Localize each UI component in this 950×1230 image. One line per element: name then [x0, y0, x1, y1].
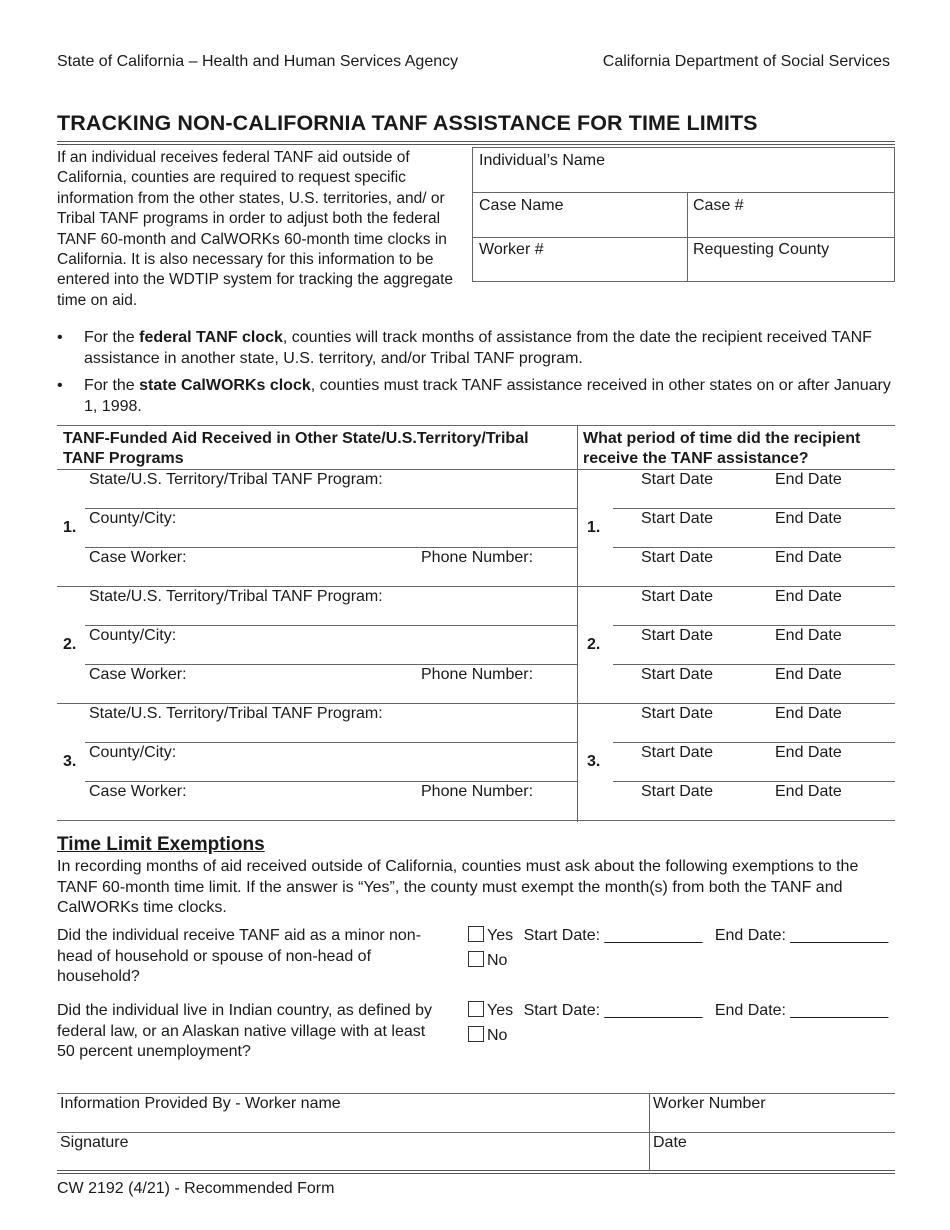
bullet-prefix: For the — [84, 377, 140, 394]
worker-number-field[interactable]: Worker # — [479, 241, 544, 258]
sig-bottom-double-line — [57, 1170, 895, 1174]
row-line — [613, 547, 895, 548]
exemption-answer-minor-yes — [468, 926, 888, 945]
end-date-field[interactable]: End Date — [775, 744, 842, 761]
id-column-divider — [687, 192, 688, 282]
title-rule-top — [57, 141, 895, 142]
form-footer: CW 2192 (4/21) - Recommended Form — [57, 1180, 335, 1197]
row-line — [85, 742, 577, 743]
start-date-field[interactable]: Start Date — [641, 627, 714, 644]
sig-top-line — [57, 1093, 895, 1094]
end-date-field[interactable]: End Date — [775, 588, 842, 605]
start-date-field[interactable]: Start Date: ___________ — [523, 927, 703, 944]
start-date-field[interactable]: Start Date — [641, 666, 714, 683]
end-date-field[interactable]: End Date — [775, 783, 842, 800]
row-line — [85, 664, 577, 665]
signature-field[interactable]: Signature — [60, 1134, 129, 1151]
id-row-line — [473, 147, 894, 148]
program-field[interactable]: State/U.S. Territory/Tribal TANF Program: — [89, 471, 383, 488]
phone-number-field[interactable]: Phone Number: — [421, 549, 534, 566]
case-worker-field[interactable]: Case Worker: — [89, 666, 187, 683]
program-field[interactable]: State/U.S. Territory/Tribal TANF Program: — [89, 705, 383, 722]
start-date-field[interactable]: Start Date — [641, 705, 714, 722]
group-number-right: 2. — [587, 636, 601, 653]
case-worker-field[interactable]: Case Worker: — [89, 549, 187, 566]
id-row-line — [473, 192, 894, 193]
bullet-suffix: , counties will track months of assistance from the date the recipient received TANF assistance in another state, U.S. territory, and/or Tribal TANF program. — [84, 329, 872, 367]
row-line — [85, 547, 577, 548]
county-city-field[interactable]: County/City: — [89, 627, 177, 644]
yes-checkbox[interactable] — [468, 926, 484, 942]
sig-worker-number-field[interactable]: Worker Number — [653, 1095, 766, 1112]
start-date-field[interactable]: Start Date — [641, 588, 714, 605]
end-date-field[interactable]: End Date — [775, 549, 842, 566]
program-field[interactable]: State/U.S. Territory/Tribal TANF Program: — [89, 588, 383, 605]
end-date-field[interactable]: End Date — [775, 471, 842, 488]
bullet-dot: • — [57, 377, 63, 394]
row-line — [85, 508, 577, 509]
case-worker-field[interactable]: Case Worker: — [89, 783, 187, 800]
form-title: TRACKING NON-CALIFORNIA TANF ASSISTANCE FOR TIME LIMITS — [57, 111, 758, 135]
group-number-right: 3. — [587, 753, 601, 770]
exemption-question-indian-country: Did the individual live in Indian country, as defined by federal law, or an Alaskan native village with at least 50 percent unemployment? — [57, 1002, 433, 1060]
identification-box — [472, 147, 895, 282]
end-date-field[interactable]: End Date: ___________ — [714, 927, 889, 944]
yes-label: Yes — [487, 1002, 514, 1019]
exemptions-title: Time Limit Exemptions — [57, 834, 265, 855]
worker-name-field[interactable]: Information Provided By - Worker name — [60, 1095, 341, 1112]
group-line — [57, 586, 895, 587]
other-state-aid-table — [57, 425, 895, 822]
no-label: No — [487, 1027, 508, 1044]
exemption-question-minor: Did the individual receive TANF aid as a minor non-head of household or spouse of non-head of household? — [57, 927, 422, 985]
start-date-field[interactable]: Start Date — [641, 549, 714, 566]
row-line — [613, 742, 895, 743]
table-top-line — [57, 425, 895, 426]
sig-column-divider — [649, 1093, 650, 1171]
case-name-field[interactable]: Case Name — [479, 197, 564, 214]
table-column-divider — [577, 425, 578, 822]
group-number-right: 1. — [587, 519, 601, 536]
end-date-field[interactable]: End Date: ___________ — [714, 1002, 889, 1019]
table-header-line — [57, 469, 895, 470]
intro-paragraph: If an individual receives federal TANF aid outside of California, counties are required to request specific information from the other states, U.S. territories, and/ or Tribal TANF programs in order to adjust both the federal TANF 60-month and CalWORKs 60-month time clocks in California. It is also necessary for this information to be entered into the WDTIP system for tracking the aggregate time on aid. — [57, 149, 454, 309]
date-field[interactable]: Date — [653, 1134, 687, 1151]
exemption-answer-indian-yes — [468, 1001, 888, 1020]
row-line — [613, 664, 895, 665]
bullet-suffix: , counties must track TANF assistance received in other states on or after January 1, 1998. — [84, 377, 891, 415]
county-city-field[interactable]: County/City: — [89, 510, 177, 527]
bullet-bold: state CalWORKs clock — [139, 377, 311, 394]
phone-number-field[interactable]: Phone Number: — [421, 666, 534, 683]
end-date-field[interactable]: End Date — [775, 705, 842, 722]
exemption-answer-indian-no — [468, 1026, 507, 1045]
no-checkbox[interactable] — [468, 951, 484, 967]
row-line — [85, 625, 577, 626]
start-date-field[interactable]: Start Date — [641, 783, 714, 800]
bullet-dot: • — [57, 329, 63, 346]
bullet-bold: federal TANF clock — [139, 329, 283, 346]
start-date-field[interactable]: Start Date — [641, 510, 714, 527]
group-line — [57, 703, 895, 704]
yes-label: Yes — [487, 927, 514, 944]
individual-name-field[interactable]: Individual’s Name — [479, 152, 605, 169]
id-row-line — [473, 237, 894, 238]
sig-middle-line — [57, 1132, 895, 1133]
requesting-county-field[interactable]: Requesting County — [693, 241, 830, 258]
exemption-answer-minor-no — [468, 951, 507, 970]
start-date-field[interactable]: Start Date — [641, 471, 714, 488]
agency-header: State of California – Health and Human Services Agency — [57, 53, 459, 70]
end-date-field[interactable]: End Date — [775, 510, 842, 527]
yes-checkbox[interactable] — [468, 1001, 484, 1017]
county-city-field[interactable]: County/City: — [89, 744, 177, 761]
end-date-field[interactable]: End Date — [775, 627, 842, 644]
group-number-left: 3. — [63, 753, 77, 770]
group-number-left: 1. — [63, 519, 77, 536]
right-column-header: What period of time did the recipient receive the TANF assistance? — [583, 430, 861, 467]
title-rule-bottom — [57, 144, 895, 145]
department-header: California Department of Social Services — [602, 53, 890, 70]
row-line — [85, 781, 577, 782]
end-date-field[interactable]: End Date — [775, 666, 842, 683]
row-line — [613, 508, 895, 509]
group-line — [57, 820, 895, 821]
row-line — [613, 625, 895, 626]
no-label: No — [487, 952, 508, 969]
exemptions-intro: In recording months of aid received outside of California, counties must ask about the following exemptions to the TANF 60-month time limit. If the answer is “Yes”, the county must exempt the month(s) from both the TANF and CalWORKs time clocks. — [57, 858, 859, 916]
start-date-field[interactable]: Start Date — [641, 744, 714, 761]
signature-block — [57, 1093, 895, 1173]
phone-number-field[interactable]: Phone Number: — [421, 783, 534, 800]
left-column-header: TANF-Funded Aid Received in Other State/U.S.Territory/Tribal TANF Programs — [63, 430, 529, 467]
no-checkbox[interactable] — [468, 1026, 484, 1042]
row-line — [613, 781, 895, 782]
start-date-field[interactable]: Start Date: ___________ — [523, 1002, 703, 1019]
case-number-field[interactable]: Case # — [693, 197, 744, 214]
bullet-prefix: For the — [84, 329, 140, 346]
group-number-left: 2. — [63, 636, 77, 653]
